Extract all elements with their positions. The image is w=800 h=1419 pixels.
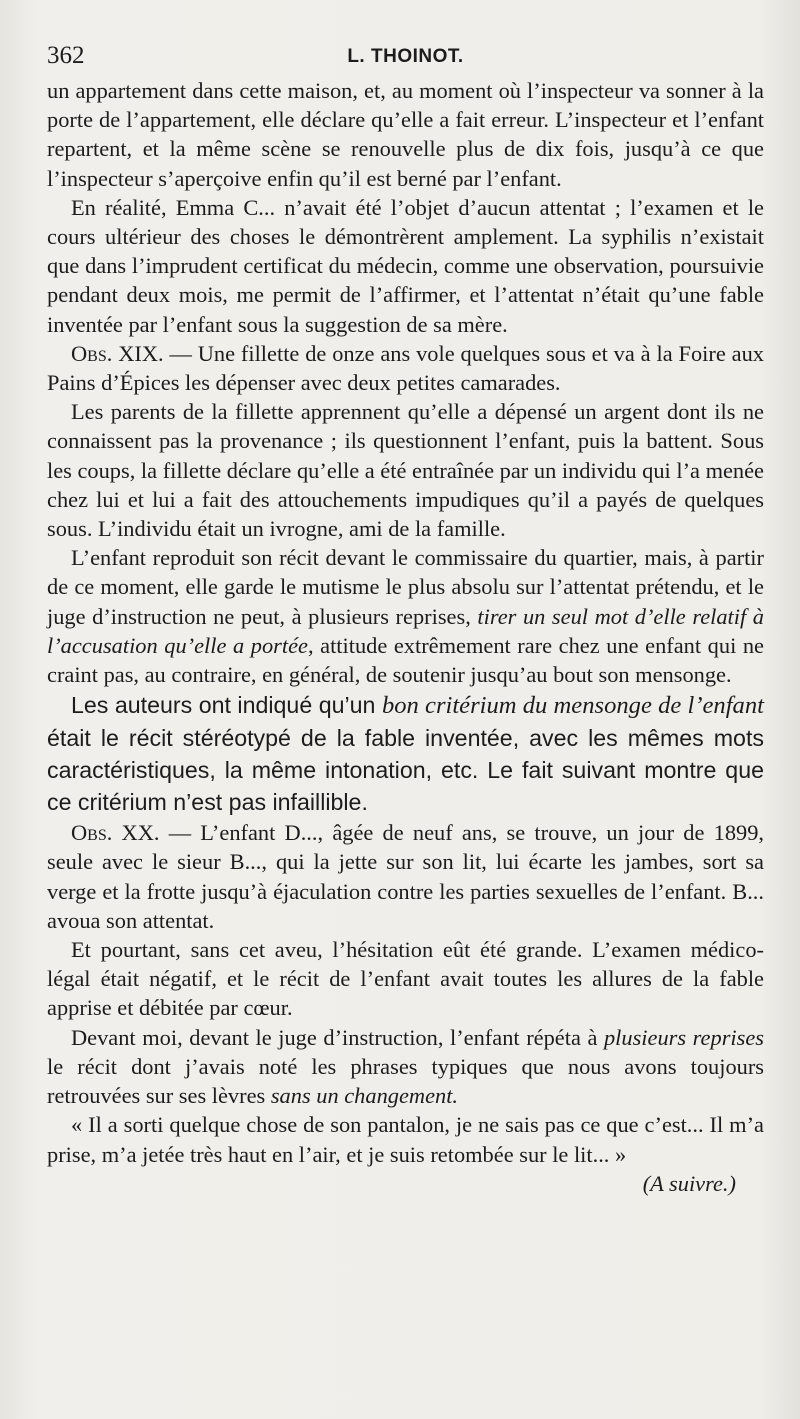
paragraph-1: un appartement dans cette maison, et, au moment où l’inspecteur va sonner à la porte de l’appartement, elle déclare qu’elle a fait erreur. L’inspecteur et l’enfant repartent, et la même scène se renouvelle plus de dix fois, jusqu’à ce que l’inspecteur s’aperçoive enfin qu’il est berné par l’enfant. — [47, 78, 764, 191]
observation-label: Obs. XIX. — [71, 340, 164, 366]
paragraph-9-text-a: Devant moi, devant le juge d’instruction, l’enfant répéta à — [71, 1024, 604, 1050]
observation-text: — Une fillette de onze ans vole quelques sous et va à la Foire aux Pains d’Épices les dépenser avec deux petites camarades. — [47, 340, 764, 396]
observation-text: — L’enfant D..., âgée de neuf ans, se trouve, un jour de 1899, seule avec le sieur B..., qui la jette sur son lit, lui écarte les jambes, sort sa verge et la frotte jusqu’à éjaculation contre les parties sexuelles de l’enfant. B... avoua son attentat. — [47, 820, 764, 933]
paragraph-4: Les parents de la fillette apprennent qu’elle a dépensé un argent dont ils ne connaissent pas la provenance ; ils questionnent l’enfant, puis la battent. Sous les coups, la fillette déclare qu’elle a été entraînée par un individu qui l’a menée chez lui et lui a fait des attouchements impudiques qu’il a payés de quelques sous. L’individu était un ivrogne, ami de la famille. — [47, 399, 764, 542]
inserted-text-b: était le récit stéréotypé de la fable inventée, avec les mêmes mots caractéristiques, la même intonation, etc. Le fait suivant montre que ce critérium n’est pas infaillible. — [47, 725, 764, 816]
page-number: 362 — [47, 42, 85, 69]
paragraph-9-italic-2: sans un changement. — [270, 1083, 459, 1109]
running-head — [47, 36, 764, 76]
paragraph-5 — [47, 543, 764, 689]
to-be-continued: (A suivre.) — [642, 1170, 736, 1196]
continuation-line — [47, 1169, 764, 1198]
quote-paragraph — [47, 1110, 764, 1198]
running-title: L. THOINOT. — [347, 46, 464, 67]
quote-text: « Il a sorti quelque chose de son pantalon, je ne sais pas ce que c’est... Il m’a prise, m’a jetée très haut en l’air, et je suis retombée sur le lit... » — [47, 1112, 764, 1167]
paragraph-9-italic-1: plusieurs reprises — [603, 1024, 764, 1050]
paragraph-8: Et pourtant, sans cet aveu, l’hésitation eût été grande. L’examen médico-légal était négatif, et le récit de l’enfant avait toutes les allures de la fable apprise et débitée par cœur. — [47, 937, 764, 1021]
inserted-paragraph — [47, 689, 764, 818]
body-text — [47, 76, 764, 1198]
paragraph-9-text-b: le récit dont j’avais noté les phrases typiques que nous avons toujours retrouvées sur ses lèvres — [47, 1053, 764, 1109]
inserted-text-a: Les auteurs ont indiqué qu’un — [71, 692, 382, 719]
paragraph-obs-xx — [47, 818, 764, 935]
observation-label: Obs. XX. — [71, 820, 160, 846]
paragraph-obs-xix — [47, 339, 764, 397]
paragraph-5-text-a: L’enfant reproduit son récit devant le commissaire du quartier, mais, à partir de ce moment, elle garde le mutisme le plus absolu sur l’attentat prétendu, et le juge d’instruction ne peut, à plusieurs reprises, — [47, 545, 764, 629]
paragraph-5-text-b: , attitude extrêmement rare chez une enfant qui ne craint pas, au contraire, en général, de soutenir jusqu’au bout son mensonge. — [47, 632, 764, 688]
paragraph-2: En réalité, Emma C... n’avait été l’objet d’aucun attentat ; l’examen et le cours ultérieur des choses le démontrèrent amplement. La syphilis n’existait que dans l’imprudent certificat du médecin, comme une observation, poursuivie pendant deux mois, me permit de l’affirmer, et l’attentat n’était qu’une fable inventée par l’enfant sous la suggestion de sa mère. — [47, 194, 764, 337]
inserted-italic: bon critérium du mensonge de l’enfant — [381, 692, 764, 720]
paragraph-5-italic: tirer un seul mot d’elle relatif à l’accusation qu’elle a portée — [47, 603, 764, 658]
paragraph-9 — [47, 1023, 764, 1111]
